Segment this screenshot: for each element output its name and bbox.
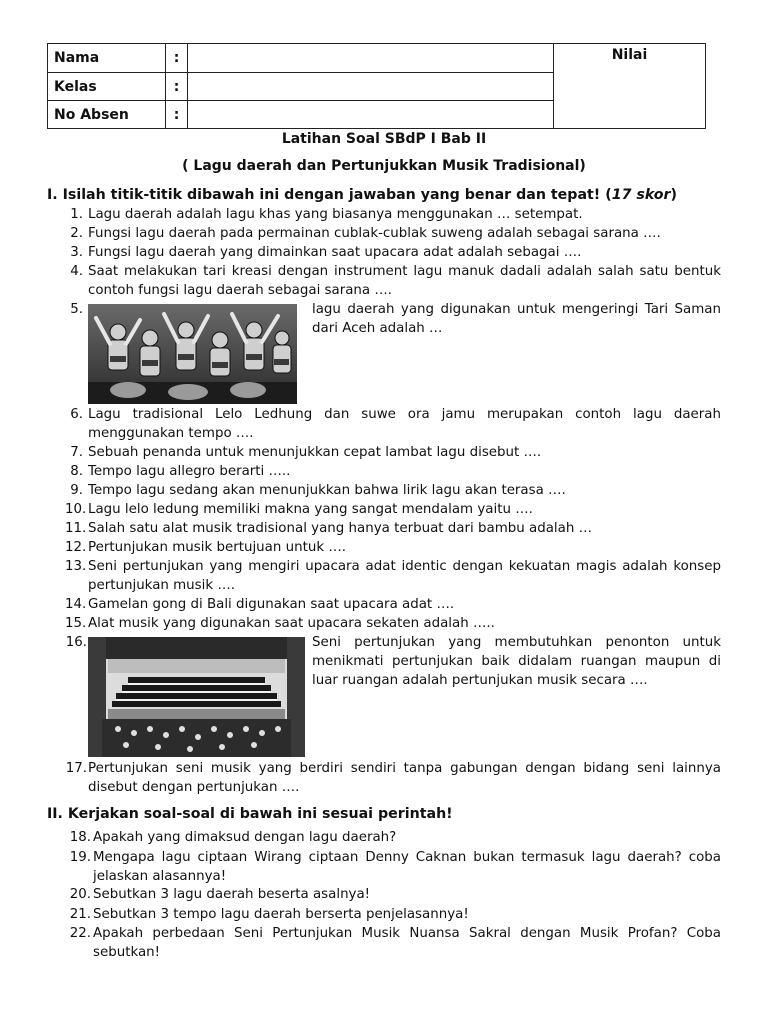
name-colon: : <box>165 43 188 73</box>
question-21 <box>65 905 721 924</box>
question-number: 20. <box>69 887 91 902</box>
question-number: 22. <box>69 926 91 941</box>
question-text: Pertunjukan seni musik yang berdiri sendiri tanpa gabungan dengan bidang seni lainnya disebut dengan pertunjukan …. <box>88 761 721 795</box>
section1-heading-main: I. Isilah titik-titik dibawah ini dengan jawaban yang benar dan tepat! ( <box>47 187 612 203</box>
question-number: 16. <box>65 635 87 650</box>
question-number: 9. <box>70 483 83 498</box>
question-3 <box>65 243 721 262</box>
absen-label: No Absen <box>47 100 166 129</box>
question-text: Tempo lagu sedang akan menunjukkan bahwa lirik lagu akan terasa …. <box>88 483 566 498</box>
section2-heading: II. Kerjakan soal-soal di bawah ini sesuai perintah! <box>47 806 453 822</box>
question-number: 4. <box>70 264 83 279</box>
question-9 <box>65 481 721 500</box>
question-text: Sebuah penanda untuk menunjukkan cepat lambat lagu disebut …. <box>88 445 542 460</box>
question-5 <box>312 300 721 338</box>
question-8 <box>65 462 721 481</box>
question-number: 1. <box>70 207 83 222</box>
question-number: 14. <box>65 597 87 612</box>
question-19 <box>65 848 721 886</box>
question-text: Fungsi lagu daerah pada permainan cublak-cublak suweng adalah sebagai sarana …. <box>88 226 661 241</box>
question-number: 10. <box>65 502 87 517</box>
question-text: Seni pertunjukan yang membutuhkan penonton untuk menikmati pertunjukan baik didalam ruangan maupun di luar ruangan adalah pertunjukan musik secara …. <box>312 635 721 688</box>
question-text: Lagu lelo ledung memiliki makna yang sangat mendalam yaitu …. <box>88 502 533 517</box>
question-number: 2. <box>70 226 83 241</box>
concert-hall-photo <box>88 637 305 757</box>
question-number: 18. <box>69 830 91 845</box>
question-number: 8. <box>70 464 83 479</box>
question-text: Apakah perbedaan Seni Pertunjukan Musik Nuansa Sakral dengan Musik Profan? Coba sebutkan! <box>93 926 721 960</box>
question-text: Sebutkan 3 tempo lagu daerah berserta penjelasannya! <box>93 907 469 922</box>
question-text: Salah satu alat musik tradisional yang hanya terbuat dari bambu adalah … <box>88 521 592 536</box>
question-number: 21. <box>69 907 91 922</box>
question-7 <box>65 443 721 462</box>
concert-hall-illustration <box>88 637 305 757</box>
question-text: Pertunjukan musik bertujuan untuk …. <box>88 540 346 555</box>
page-title: Latihan Soal SBdP I Bab II <box>281 131 487 147</box>
section1-heading <box>47 187 677 203</box>
question-4 <box>65 262 721 300</box>
question-18 <box>65 828 721 847</box>
question-6 <box>65 405 721 443</box>
question-17 <box>65 759 721 797</box>
question-number: 15. <box>65 616 87 631</box>
student-info-table <box>47 43 706 129</box>
question-number: 6. <box>70 407 83 422</box>
question-14 <box>65 595 721 614</box>
saman-dance-photo <box>88 304 297 404</box>
question-1 <box>65 205 721 224</box>
class-label: Kelas <box>47 72 166 101</box>
score-box <box>553 43 706 129</box>
question-text: Alat musik yang digunakan saat upacara sekaten adalah ….. <box>88 616 495 631</box>
saman-dance-illustration <box>88 304 297 404</box>
question-text: Lagu daerah adalah lagu khas yang biasanya menggunakan … setempat. <box>88 207 583 222</box>
section1-score: 17 skor <box>611 187 671 203</box>
question-text: Seni pertunjukan yang mengiri upacara adat identic dengan kekuatan magis adalah konsep pertunjukan musik …. <box>88 559 721 593</box>
question-text: Lagu tradisional Lelo Ledhung dan suwe ora jamu merupakan contoh lagu daerah menggunakan tempo …. <box>88 407 721 441</box>
question-text: Gamelan gong di Bali digunakan saat upacara adat …. <box>88 597 455 612</box>
question-number: 17. <box>65 761 87 776</box>
question-text: lagu daerah yang digunakan untuk mengeringi Tari Saman dari Aceh adalah … <box>312 302 721 336</box>
question-number: 7. <box>70 445 83 460</box>
absen-field[interactable] <box>187 100 554 129</box>
question-11 <box>65 519 721 538</box>
question-number: 12. <box>65 540 87 555</box>
absen-colon: : <box>165 100 188 129</box>
class-colon: : <box>165 72 188 101</box>
page-subtitle: ( Lagu daerah dan Pertunjukkan Musik Tradisional) <box>182 158 586 174</box>
question-number: 19. <box>69 850 91 865</box>
name-field[interactable] <box>187 43 554 73</box>
question-text: Sebutkan 3 lagu daerah beserta asalnya! <box>93 887 371 902</box>
question-text: Saat melakukan tari kreasi dengan instrument lagu manuk dadali adalah salah satu bentuk contoh fungsi lagu daerah sebagai sarana …. <box>88 264 721 298</box>
question-12 <box>65 538 721 557</box>
question-text: Fungsi lagu daerah yang dimainkan saat upacara adat adalah sebagai …. <box>88 245 582 260</box>
question-20 <box>65 885 721 904</box>
question-text: Mengapa lagu ciptaan Wirang ciptaan Denny Caknan bukan termasuk lagu daerah? coba jelaskan alasannya! <box>93 850 721 884</box>
name-label: Nama <box>47 43 166 73</box>
question-16 <box>312 633 721 690</box>
question-2 <box>65 224 721 243</box>
question-number: 11. <box>65 521 87 536</box>
score-label: Nilai <box>611 47 648 63</box>
question-15 <box>65 614 721 633</box>
section1-heading-end: ) <box>670 187 677 203</box>
question-22 <box>65 924 721 962</box>
question-13 <box>65 557 721 595</box>
class-field[interactable] <box>187 72 554 101</box>
question-10 <box>65 500 721 519</box>
question-number: 5. <box>70 302 83 317</box>
question-number: 3. <box>70 245 83 260</box>
question-number: 13. <box>65 559 87 574</box>
question-text: Tempo lagu allegro berarti ….. <box>88 464 291 479</box>
question-text: Apakah yang dimaksud dengan lagu daerah? <box>93 830 397 845</box>
